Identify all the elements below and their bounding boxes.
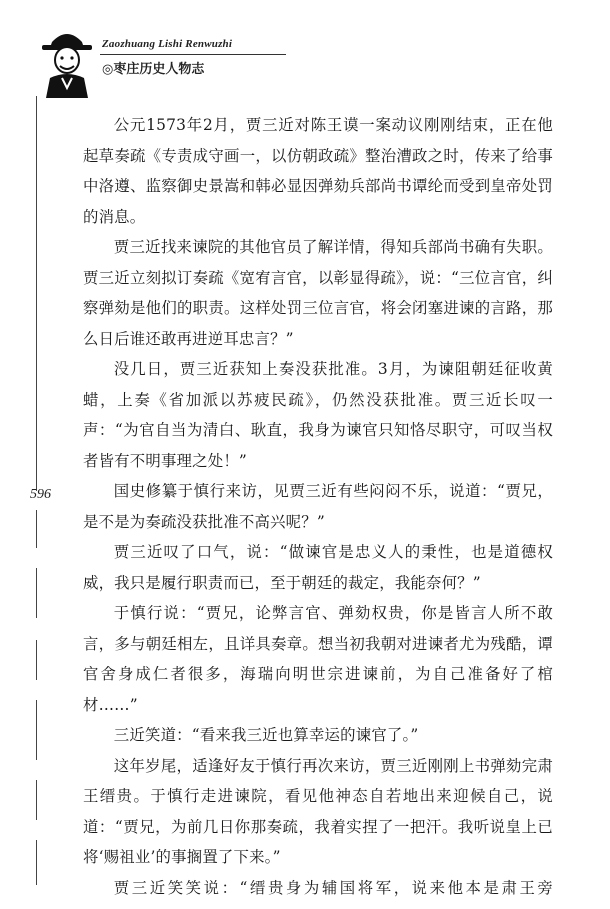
paragraph: 贾三近叹了口气，说：“做谏官是忠义人的秉性，也是道德权威，我只是履行职责而已，至于朝廷的裁定，我能奈何？” (83, 543, 553, 592)
paragraph: 公元1573年2月，贾三近对陈王谟一案动议刚刚结束，正在他起草奏疏《专责成守画一，以仿朝政疏》整治漕政之时，传来了给事中洛遵、监察御史景嵩和韩必显因弹劾兵部尚书谭纶而受到皇帝处罚的消息。 (83, 116, 553, 226)
margin-rule-segment (36, 840, 37, 885)
page-number: 596 (30, 487, 51, 502)
header-rule (100, 54, 286, 55)
paragraph: 贾三近找来谏院的其他官员了解详情，得知兵部尚书确有失职。贾三近立刻拟订奏疏《宽宥言官，以彰显得疏》，说：“三位言官，纠察弹劾是他们的职责。这样处罚三位言官，将会闭塞进谏的言路，那么日后谁还敢再进逆耳忠言？” (83, 238, 553, 348)
paragraph: 贾三近笑笑说：“缙贵身为辅国将军，说来他本是肃王旁 (113, 878, 553, 897)
margin-rule-segment (36, 780, 37, 820)
margin-rule-segment (36, 640, 37, 680)
paragraph: 三近笑道：“看来我三近也算幸运的谏官了。” (113, 726, 419, 744)
body-text (83, 110, 553, 903)
running-header (38, 28, 298, 98)
paragraph: 没几日，贾三近获知上奏没获批准。3月，为谏阻朝廷征收黄蜡，上奏《省加派以苏疲民疏》，仍然没获批准。贾三近长叹一声：“为官自当为清白、耿直，我身为谏官只知恪尽职守，可叹当权者皆有不明事理之处！” (83, 360, 553, 470)
series-title-english: Zaozhuang Lishi Renwuzhi (102, 38, 233, 50)
portrait-figure-icon (38, 28, 96, 98)
margin-rule-segment (36, 568, 37, 618)
margin-rule-segment (36, 510, 37, 548)
paragraph: 于慎行说：“贾兄，论弊言官、弹劾权贵，你是皆言人所不敢言，多与朝廷相左，且详具奏章。想当初我朝对进谏者尤为残酷，谭官舍身成仁者很多，海瑞向明世宗进谏前，为自己准备好了棺材……” (83, 604, 553, 714)
margin-rule-segment (36, 700, 37, 760)
paragraph: 国史修纂于慎行来访，见贾三近有些闷闷不乐，说道：“贾兄，是不是为奏疏没获批准不高兴呢？” (83, 482, 553, 531)
paragraph: 这年岁尾，适逢好友于慎行再次来访，贾三近刚刚上书弹劾完肃王缙贵。于慎行走进谏院，看见他神态自若地出来迎候自己，说道：“贾兄，为前几日你那奏疏，我着实捏了一把汗。我听说皇上已将‘赐祖业’的事搁置了下来。” (83, 756, 553, 866)
margin-rule (36, 96, 37, 491)
series-title-chinese: ◎枣庄历史人物志 (102, 62, 205, 77)
